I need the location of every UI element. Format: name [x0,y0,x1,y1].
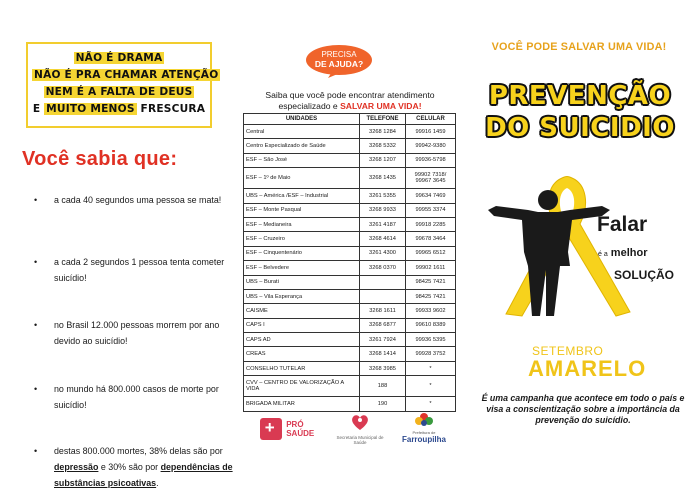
table-row: CREAS 3268 1414 99928 3752 [244,347,456,361]
solucao-text: SOLUÇÃO [614,268,674,282]
main-title: PREVENÇÃO DO SUICIDIO [485,81,675,143]
table-row: BRIGADA MILITAR 190 * [244,397,456,411]
tagline: VOCÊ PODE SALVAR UMA VIDA! [491,41,667,53]
fact-item: • destas 800.000 mortes, 38% delas são por depressão e 30% são por dependências de substâncias psicoativas. [34,443,234,491]
farroupilha-logo: Prefeitura de Farroupilha [392,412,456,444]
ribbon-silhouette-illustration [488,166,668,326]
fact-item: • a cada 40 segundos uma pessoa se mata! [34,192,234,254]
table-row: UBS – Burati 98425 7421 [244,275,456,289]
table-row: CONSELHO TUTELAR 3268 3985 * [244,361,456,375]
table-row: Centro Especializado de Saúde 3268 5332 99942-9380 [244,139,456,153]
table-row: ESF – Belvedere 3268 0370 99902 1611 [244,261,456,275]
pro-saude-logo: + PRÓ SAÚDE [252,418,322,440]
badge-line1: PRECISA [321,50,357,59]
amarelo-label: AMARELO [528,356,647,381]
table-row: CAPS AD 3261 7924 99936 5395 [244,333,456,347]
fact-item: • no Brasil 12.000 pessoas morrem por ano devido ao suicídio! [34,317,234,381]
table-row: ESF – Cinquentenário 3261 4300 99965 6512 [244,246,456,260]
fact-item: • a cada 2 segundos 1 pessoa tenta cometer suicídio! [34,254,234,317]
sponsor-logos [240,412,460,456]
contacts-table [243,113,456,412]
table-row: ESF – Medianeira 3261 4187 99918 2285 [244,217,456,231]
col-header-phone: TELEFONE [360,114,406,125]
melhor-text: é a melhor [598,247,648,259]
badge-line2: DE AJUDA? [314,59,364,69]
intro-text: Saiba que você pode encontrar atendimento especializado e SALVAR UMA VIDA! [265,90,435,111]
quote-line-2: NÃO É PRA CHAMAR ATENÇÃO [34,69,219,81]
falar-text: Falar [597,213,648,236]
facts-list [34,192,234,491]
table-row: UBS – América /ESF – Industrial 3261 5355 99634 7469 [244,189,456,203]
campaign-description: É uma campanha que acontece em todo o país e visa a conscientização sobre a importância da prevenção do suicídio. [481,393,685,425]
table-row: ESF – Cruzeiro 3268 4614 99678 3464 [244,232,456,246]
quote-line-4: E MUITO MENOS FRESCURA [32,103,206,115]
col-header-units: UNIDADES [244,114,360,125]
speech-bubble-icon [304,44,374,78]
heart-person-icon [350,412,370,432]
left-panel [0,0,235,495]
table-header-row [244,114,456,125]
help-badge [304,44,374,78]
fact-item: • no mundo há 800.000 casos de morte por suicídio! [34,381,234,443]
table-row: ESF – Monte Pasqual 3268 9933 99955 3374 [244,203,456,217]
table-row: CAPS I 3268 6877 99610 8389 [244,318,456,332]
table-row: UBS – Vila Esperança 98425 7421 [244,289,456,303]
flower-icon [413,412,435,428]
table-row: ESF – São José 3268 1207 99936-5798 [244,153,456,167]
plus-icon [260,418,282,440]
depressao-emphasis: depressão [54,462,99,472]
quote-line-1: NÃO É DRAMA [75,52,163,64]
table-row: CVV – CENTRO DE VALORIZAÇÃO A VIDA 188 * [244,376,456,397]
quote-line-3: NEM É A FALTA DE DEUS [45,86,193,98]
table-row: CAISME 3268 1611 99933 9602 [244,304,456,318]
setembro-label: SETEMBRO [532,344,604,358]
substancias-emphasis: dependências de substâncias psicoativas [54,462,233,488]
section-heading: Você sabia que: [22,148,178,170]
col-header-mobile: CELULAR [406,114,456,125]
quote-box [26,42,219,128]
table-row: Central 3268 1284 99916 1459 [244,125,456,139]
secretaria-logo: Secretaria Municipal de Saúde [334,412,386,445]
table-row: ESF – 1º de Maio 3268 1435 99902 7318/ 99967 3645 [244,168,456,189]
